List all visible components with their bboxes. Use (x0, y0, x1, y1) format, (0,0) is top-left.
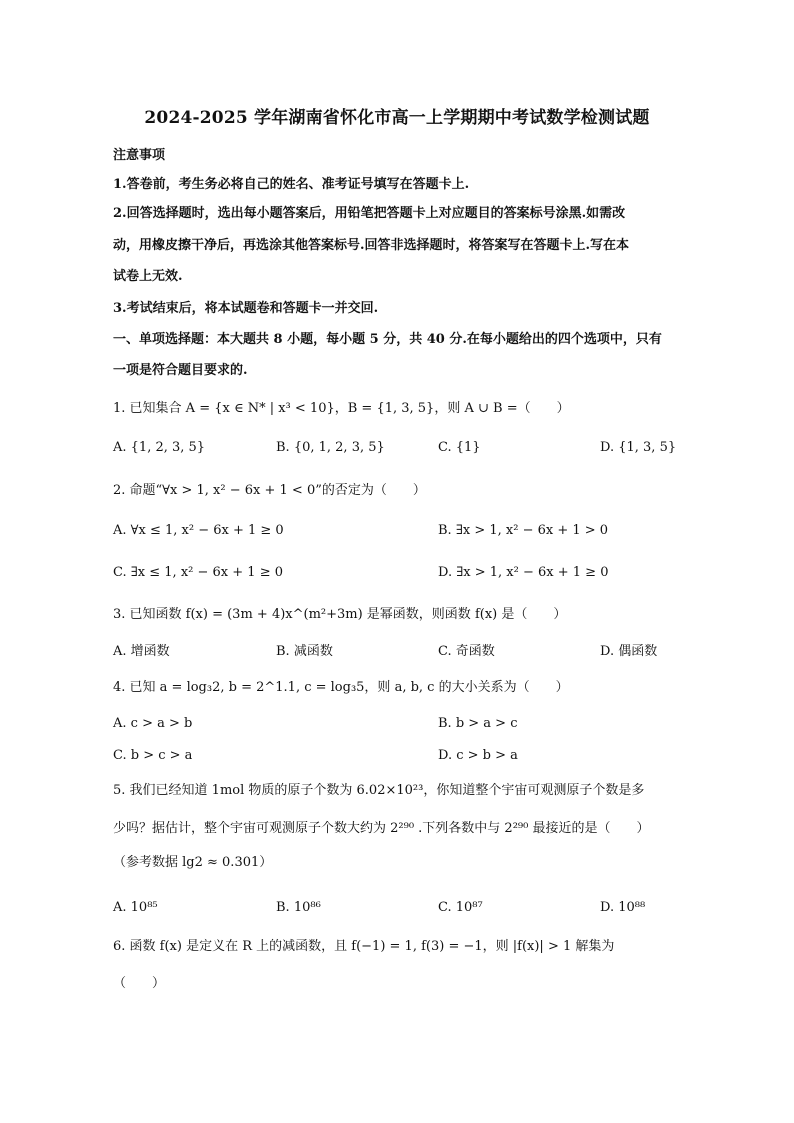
notice-item-2-cont: 动，用橡皮擦干净后，再选涂其他答案标号.回答非选择题时，将答案写在答题卡上.写在本 (113, 238, 630, 253)
question-5-reference: （参考数据 lg2 ≈ 0.301） (113, 855, 273, 870)
q4-option-b[interactable]: B. b > a > c (438, 716, 518, 731)
q3-option-a[interactable]: A. 增函数 (113, 644, 170, 659)
notice-item-3: 3.考试结束后，将本试题卷和答题卡一并交回. (113, 301, 379, 316)
notice-item-2: 2.回答选择题时，选出每小题答案后，用铅笔把答题卡上对应题目的答案标号涂黑.如需改 (113, 206, 626, 221)
q3-option-c[interactable]: C. 奇函数 (438, 644, 495, 659)
notice-heading: 注意事项 (113, 148, 166, 163)
q5-option-d[interactable]: D. 10⁸⁸ (600, 900, 646, 915)
notice-item-1: 1.答卷前，考生务必将自己的姓名、准考证号填写在答题卡上. (113, 177, 470, 192)
q4-option-a[interactable]: A. c > a > b (113, 716, 193, 731)
q4-option-c[interactable]: C. b > c > a (113, 748, 193, 763)
q1-option-d[interactable]: D. {1, 3, 5} (600, 440, 677, 455)
question-6-stem-cont: （ ） (113, 976, 166, 991)
section-heading: 一、单项选择题：本大题共 8 小题，每小题 5 分，共 40 分.在每小题给出的四个选项中，只有 (113, 332, 662, 347)
question-5-stem-cont: 少吗？据估计，整个宇宙可观测原子个数大约为 2²⁹⁰ .下列各数中与 2²⁹⁰ 最接近的是（ ） (113, 821, 650, 836)
exam-title: 2024-2025 学年湖南省怀化市高一上学期期中考试数学检测试题 (144, 108, 650, 128)
q5-option-a[interactable]: A. 10⁸⁵ (113, 900, 158, 915)
question-1-stem: 1. 已知集合 A = {x ∈ N* | x³ < 10}，B = {1, 3, 5}，则 A ∪ B =（ ） (113, 401, 570, 416)
q1-option-b[interactable]: B. {0, 1, 2, 3, 5} (276, 440, 385, 455)
q3-option-b[interactable]: B. 减函数 (276, 644, 333, 659)
question-2-stem: 2. 命题“∀x > 1, x² − 6x + 1 < 0”的否定为（ ） (113, 483, 426, 498)
q5-option-b[interactable]: B. 10⁸⁶ (276, 900, 321, 915)
q2-option-b[interactable]: B. ∃x > 1, x² − 6x + 1 > 0 (438, 523, 609, 538)
q3-option-d[interactable]: D. 偶函数 (600, 644, 658, 659)
section-heading-cont: 一项是符合题目要求的. (113, 363, 248, 378)
q2-option-c[interactable]: C. ∃x ≤ 1, x² − 6x + 1 ≥ 0 (113, 565, 283, 580)
q2-option-a[interactable]: A. ∀x ≤ 1, x² − 6x + 1 ≥ 0 (113, 523, 284, 538)
q5-option-c[interactable]: C. 10⁸⁷ (438, 900, 483, 915)
question-3-stem: 3. 已知函数 f(x) = (3m + 4)x^(m²+3m) 是幂函数，则函数 f(x) 是（ ） (113, 607, 567, 622)
question-6-stem: 6. 函数 f(x) 是定义在 R 上的减函数，且 f(−1) = 1, f(3) = −1，则 |f(x)| > 1 解集为 (113, 939, 615, 954)
q4-option-d[interactable]: D. c > b > a (438, 748, 518, 763)
q2-option-d[interactable]: D. ∃x > 1, x² − 6x + 1 ≥ 0 (438, 565, 609, 580)
question-4-stem: 4. 已知 a = log₃2, b = 2^1.1, c = log₃5，则 a, b, c 的大小关系为（ ） (113, 680, 569, 695)
q1-option-a[interactable]: A. {1, 2, 3, 5} (113, 440, 206, 455)
notice-item-2-end: 试卷上无效. (113, 269, 183, 284)
q1-option-c[interactable]: C. {1} (438, 440, 481, 455)
question-5-stem: 5. 我们已经知道 1mol 物质的原子个数为 6.02×10²³，你知道整个宇宙可观测原子个数是多 (113, 783, 645, 798)
